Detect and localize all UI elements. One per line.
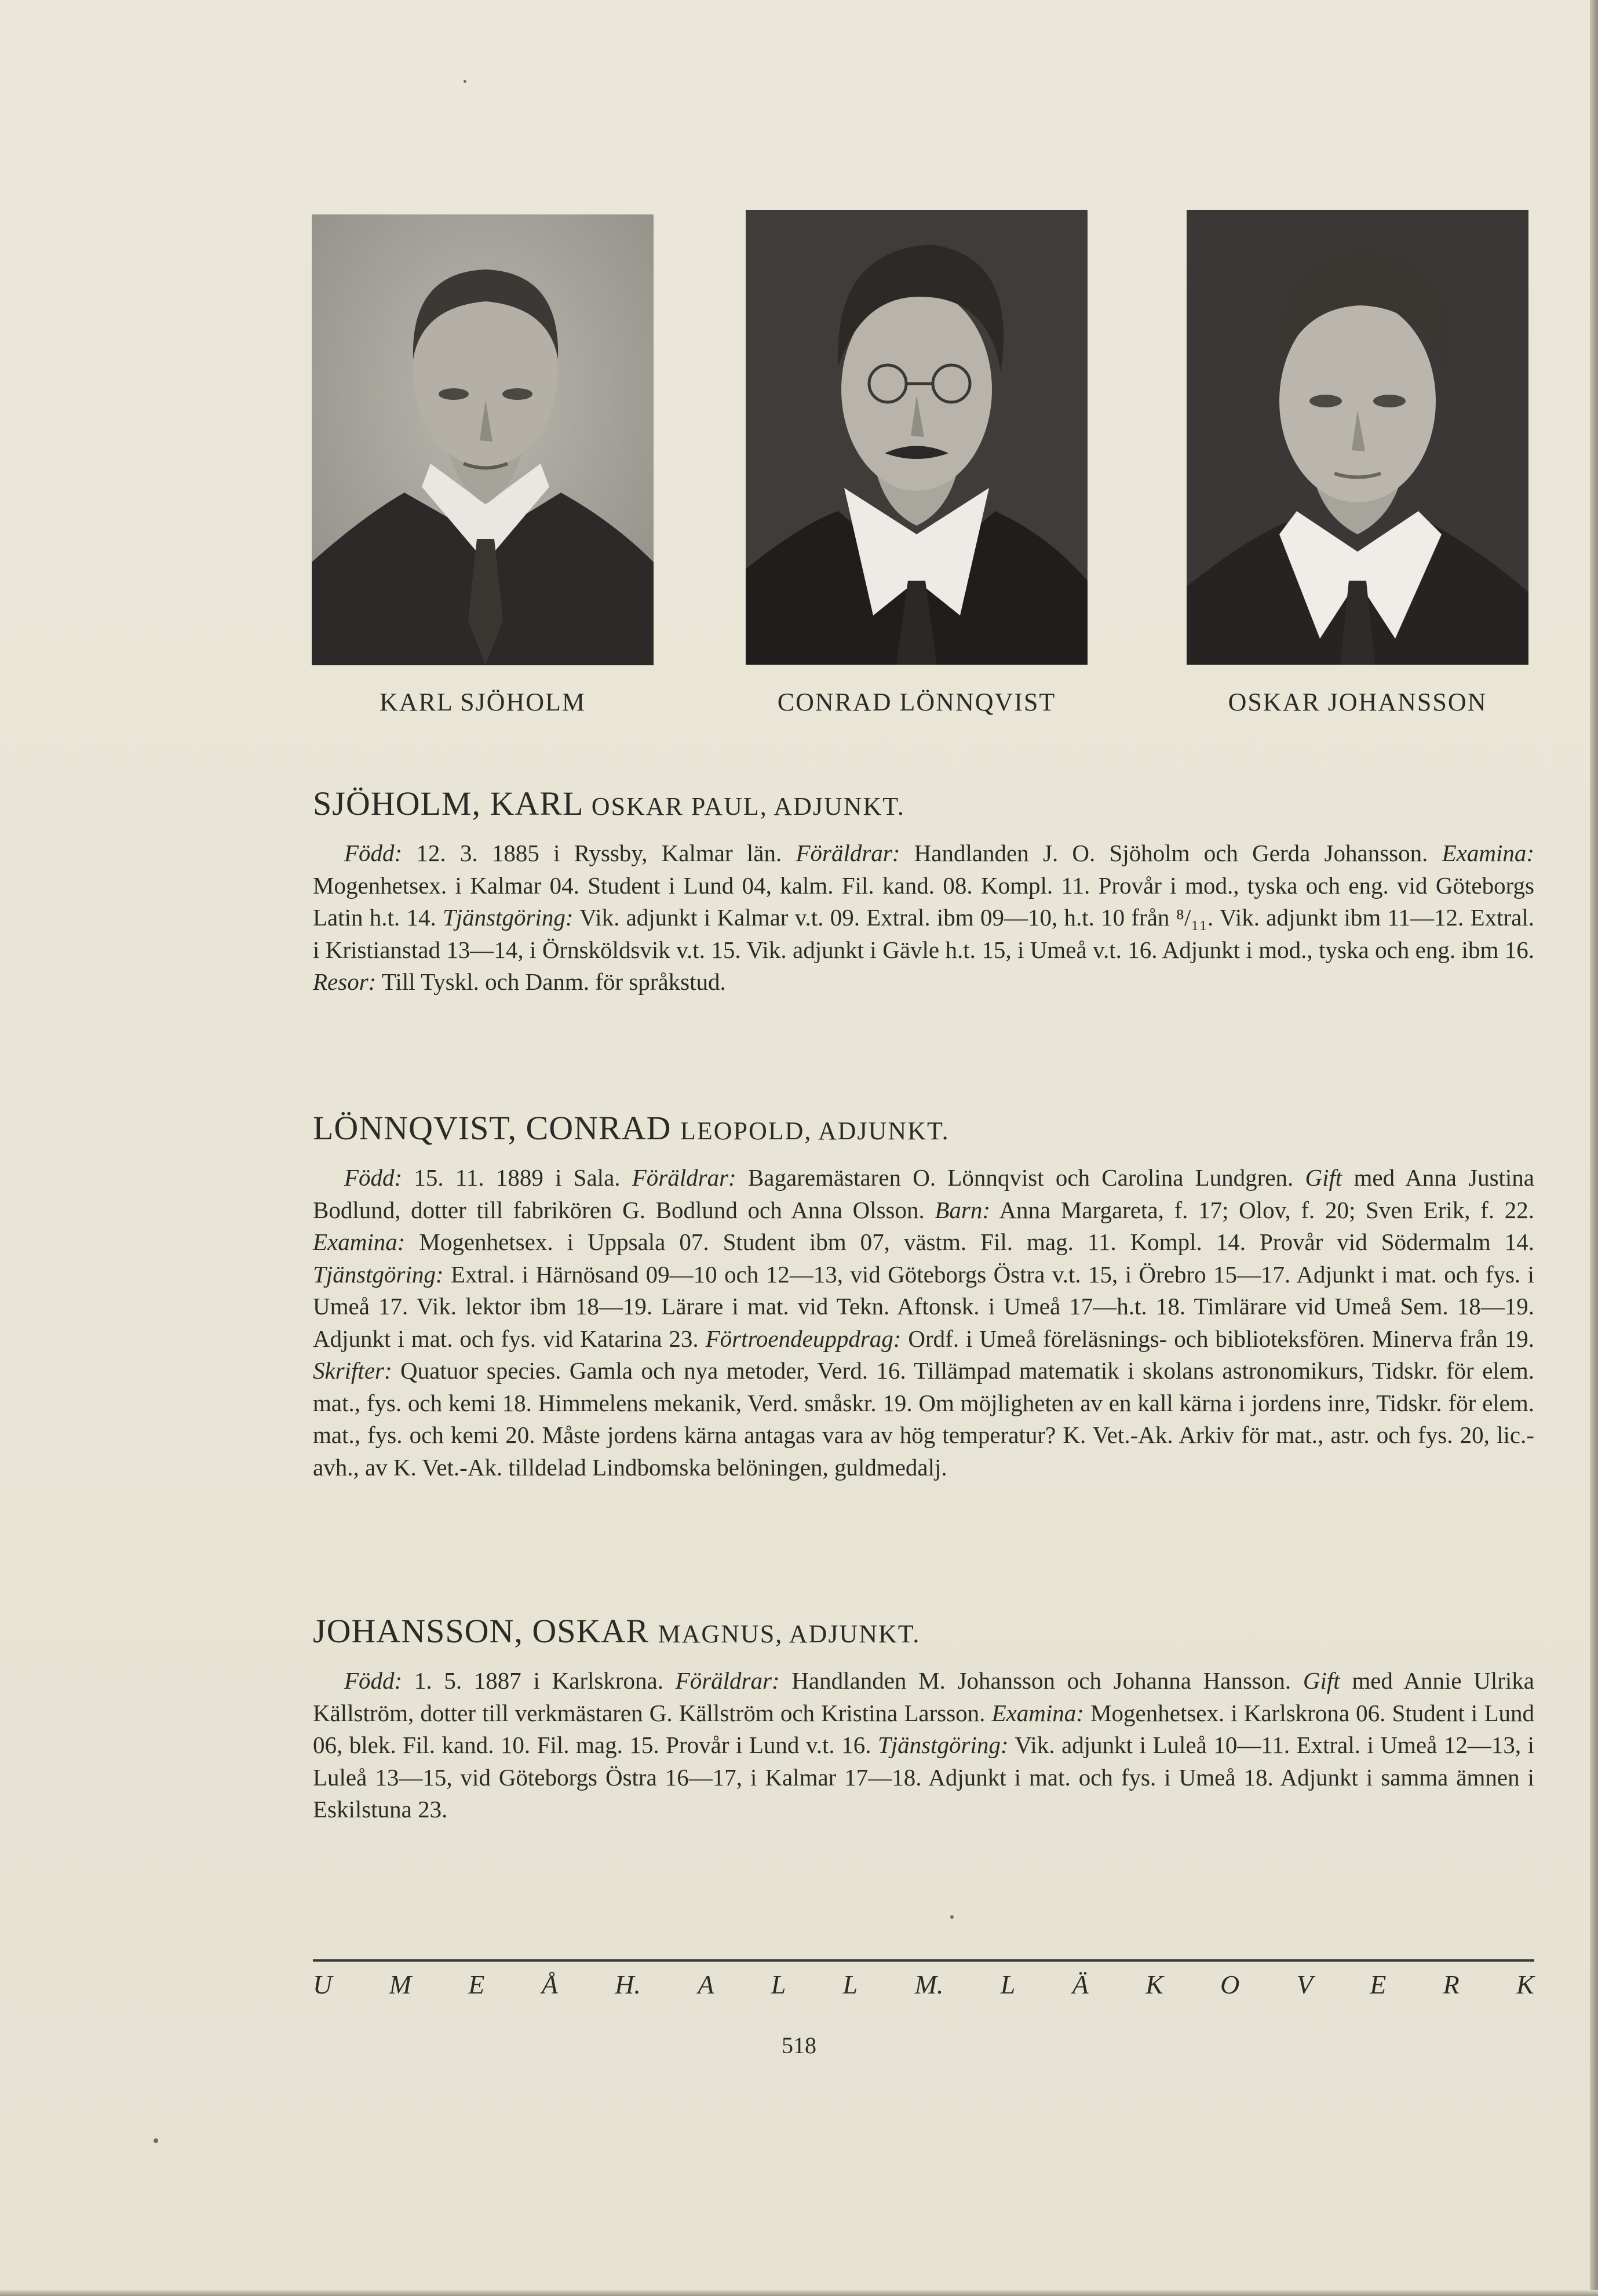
field-label: Skrifter: [313,1357,392,1384]
field-label: Tjänstgöring: [313,1260,444,1288]
field-label: Examina: [313,1229,406,1255]
field-text: Bagaremästaren O. Lönnqvist och Carolina Lundgren. [736,1164,1305,1191]
field-text: Ordf. i Umeå föreläsnings- och biblioteksfören. Minerva från 19. [901,1325,1534,1352]
footer-letter: L [842,1970,858,1999]
footer-letter: E [468,1970,485,1999]
entry-body [313,837,1534,998]
field-text: Mogenhetsex. i Kalmar 04. Student i Lund 04, kalm. Fil. kand. 08. Kompl. 11. Provår i mod., tyska och eng. vid Göteborgs Latin h.t. 14. [313,872,1534,931]
field-label: Förtroendeuppdrag: [705,1325,902,1352]
portrait-oskar-johansson [1187,210,1528,665]
field-text: Handlanden M. Johansson och Johanna Hansson. [779,1667,1303,1694]
footer-letter: L [1000,1970,1016,1999]
portrait-photo [1187,210,1528,665]
footer-letter: A [698,1970,714,1999]
field-text: med Anna Justina Bodlund, dotter till fabrikören G. Bodlund och Anna Olsson. [313,1164,1534,1223]
footer-letter: E [1370,1970,1387,1999]
footer-letter: Ä [1072,1970,1089,1999]
entry-given-names-title: LEOPOLD, ADJUNKT. [680,1117,950,1145]
footer-letter: U [313,1970,333,1999]
biography-entry [313,1108,1534,1484]
entry-surname: SJÖHOLM, KARL [313,785,583,822]
field-label: Examina: [991,1699,1084,1726]
footer-letter: K [1516,1970,1534,1999]
field-text: Till Tyskl. och Danm. för språkstud. [376,968,726,995]
portrait-photo [312,214,654,665]
portrait-photo [746,210,1088,665]
field-label: Föräldrar: [675,1667,780,1694]
field-text: Quatuor species. Gamla och nya metoder, Verd. 16. Tillämpad matematik i skolans astronomikurs, Tidskr. för elem. mat., fys. och kemi 18. Himmelens mekanik, Verd. småskr. 19. Om möjligheten av en kall kärna i jordens inre, Tidskr. för elem. mat., fys. och kemi 20. Måste jordens kärna antagas vara av hög temperatur? K. Vet.-Ak. Arkiv för mat., astr. och fys. 20, lic.-avh., av K. Vet.-Ak. tilldelad Lindbomska belöningen, guldmedalj. [313,1357,1534,1481]
field-label: Född: [344,840,403,866]
footer-letter: H. [615,1970,641,1999]
running-footer [313,1969,1534,2000]
field-text: 1. 5. 1887 i Karlskrona. [402,1667,676,1694]
field-label: Född: [344,1164,403,1191]
footer-letter: M [389,1970,411,1999]
page-edge-right [1590,0,1598,2296]
field-text: Extral. i Härnösand 09—10 och 12—13, vid Göteborgs Östra v.t. 15, i Örebro 15—17. Adjunkt i mat. och fys. i Umeå 17. Vik. lektor ibm 18—19. Lärare i mat. vid Tekn. Aftonsk. i Umeå 17—h.t. 18. Timlärare vid Umeå Sem. 18—19. Adjunkt i mat. och fys. vid Katarina 23. [313,1260,1534,1352]
field-text: Mogenhetsex. i Uppsala 07. Student ibm 07, västm. Fil. mag. 11. Kompl. 14. Provår vid Södermalm 14. [405,1229,1534,1255]
portrait-conrad-lonnqvist [746,210,1088,665]
field-text: Handlanden J. O. Sjöholm och Gerda Johansson. [900,840,1442,866]
footer-letter: L [771,1970,786,1999]
portrait-karl-sjoholm [312,214,654,665]
footer-letter: R [1443,1970,1460,1999]
field-text: med Annie Ulrika Källström, dotter till verkmästaren G. Källström och Kristina Larsson. [313,1667,1534,1726]
field-text: 12. 3. 1885 i Ryssby, Kalmar län. [402,840,796,866]
print-speck [154,2138,158,2143]
field-label: Gift [1305,1164,1342,1191]
field-label: Barn: [935,1196,991,1223]
field-label: Examina: [1442,840,1534,866]
footer-letter: V [1296,1970,1313,1999]
page-edge-bottom [0,2290,1598,2296]
print-speck [464,80,466,83]
field-text: Mogenhetsex. i Karlskrona 06. Student i Lund 06, blek. Fil. kand. 10. Fil. mag. 15. Provår i Lund v.t. 16. [313,1699,1534,1758]
footer-rule [313,1959,1534,1962]
page-number: 518 [782,2032,816,2058]
biography-entry [313,1611,1534,1826]
entry-surname: JOHANSSON, OSKAR [313,1612,649,1650]
footer-letter: O [1220,1970,1240,1999]
field-label: Föräldrar: [632,1164,736,1191]
footer-letter: Å [541,1970,558,1999]
entry-surname: LÖNNQVIST, CONRAD [313,1109,672,1147]
field-label: Resor: [313,968,377,995]
entry-body [313,1665,1534,1826]
footer-letter: M. [914,1970,944,1999]
field-text: Vik. adjunkt i Kalmar v.t. 09. Extral. ibm 09—10, h.t. 10 från ⁸/₁₁. Vik. adjunkt ibm 11—12. Extral. i Kristianstad 13—14, i Örnsköldsvik v.t. 15. Vik. adjunkt i Gävle h.t. 15, i Umeå v.t. 16. Adjunkt i mod., tyska och eng. ibm 16. [313,904,1534,963]
field-label: Tjänstgöring: [442,904,574,931]
entry-heading [313,1108,1534,1151]
portrait-caption: KARL SJÖHOLM [379,688,586,716]
field-text: 15. 11. 1889 i Sala. [402,1164,632,1191]
biography-entry [313,783,1534,998]
field-text: Vik. adjunkt i Luleå 10—11. Extral. i Umeå 12—13, i Luleå 13—15, vid Göteborgs Östra 16—17, i Kalmar 17—18. Adjunkt i mat. och fys. i Umeå 18. Adjunkt i samma ämnen i Eskilstuna 23. [313,1732,1534,1823]
footer-letter: K [1145,1970,1163,1999]
field-label: Tjänstgöring: [877,1732,1009,1758]
entry-heading [313,783,1534,827]
portrait-caption: OSKAR JOHANSSON [1228,688,1487,716]
entry-given-names-title: OSKAR PAUL, ADJUNKT. [591,792,905,821]
field-label: Född: [344,1667,403,1694]
entry-body [313,1162,1534,1484]
field-label: Föräldrar: [796,840,900,866]
portrait-caption: CONRAD LÖNNQVIST [777,688,1056,716]
entry-given-names-title: MAGNUS, ADJUNKT. [658,1620,921,1648]
print-speck [950,1915,954,1919]
entry-heading [313,1611,1534,1654]
field-text: Anna Margareta, f. 17; Olov, f. 20; Sven Erik, f. 22. [990,1196,1534,1223]
field-label: Gift [1303,1667,1340,1694]
